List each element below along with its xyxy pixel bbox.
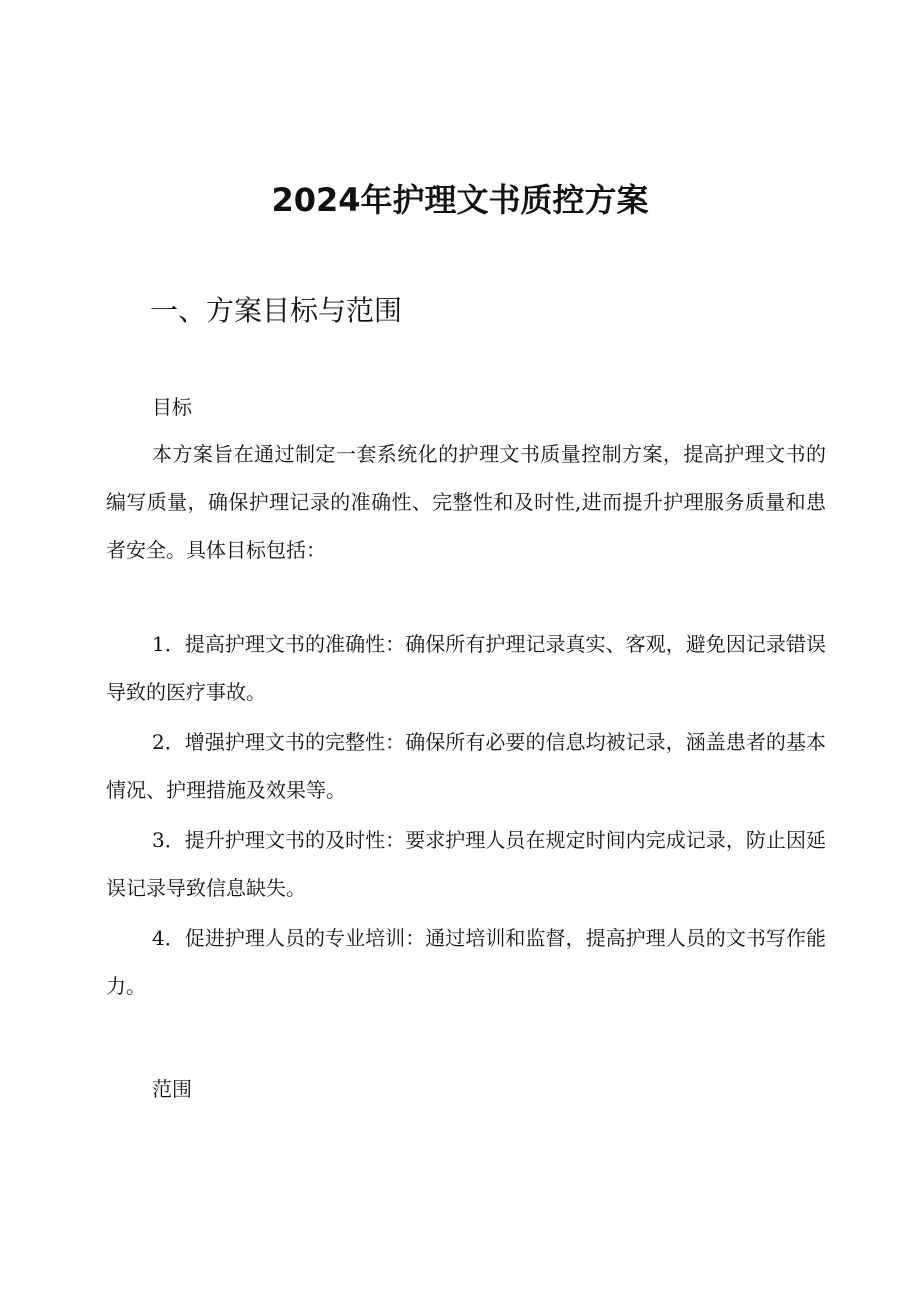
section-heading-goals-scope: 一、方案目标与范围	[150, 294, 403, 327]
goal-item-3: 3．提升护理文书的及时性：要求护理人员在规定时间内完成记录，防止因延误记录导致信息缺失。	[106, 828, 826, 900]
goal-item-4: 4．促进护理人员的专业培训：通过培训和监督，提高护理人员的文书写作能力。	[106, 926, 826, 998]
goal-label: 目标	[152, 395, 192, 419]
document-title: 2024年护理文书质控方案	[271, 181, 649, 219]
scope-label: 范围	[152, 1077, 192, 1101]
intro-paragraph: 本方案旨在通过制定一套系统化的护理文书质量控制方案，提高护理文书的编写质量，确保护理记录的准确性、完整性和及时性,进而提升护理服务质量和患者安全。具体目标包括：	[106, 442, 826, 562]
goal-item-2: 2．增强护理文书的完整性：确保所有必要的信息均被记录，涵盖患者的基本情况、护理措施及效果等。	[106, 730, 826, 802]
goal-item-1: 1．提高护理文书的准确性：确保所有护理记录真实、客观，避免因记录错误导致的医疗事故。	[106, 632, 826, 704]
